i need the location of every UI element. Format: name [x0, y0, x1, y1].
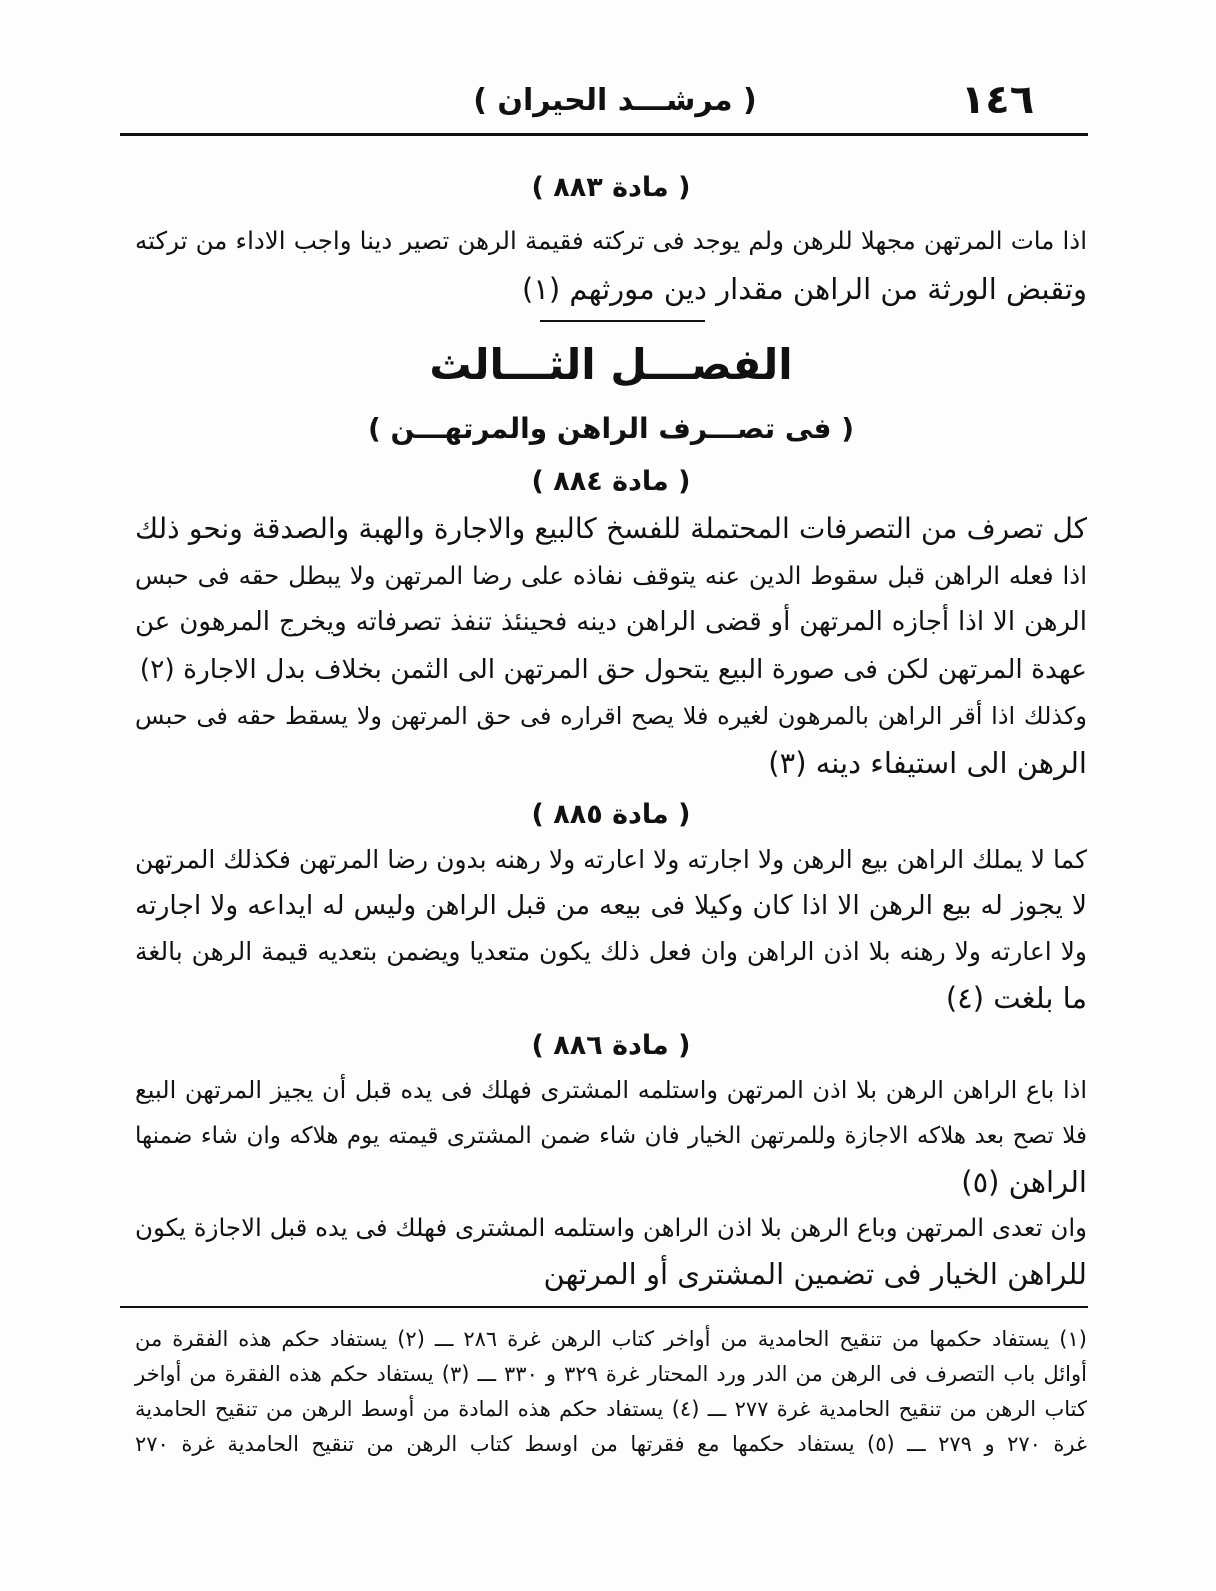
- text-line: وكذلك اذا أقر الراهن بالمرهون لغيره فلا يصح اقراره فى حق المرتهن ولا يسقط حقه فى حبس: [135, 702, 1087, 730]
- text-line: كما لا يملك الراهن بيع الرهن ولا اجارته ولا اعارته ولا رهنه بدون رضا المرتهن فكذلك المرتهن: [135, 845, 1087, 874]
- header-rule: [120, 133, 1088, 136]
- footnote-line: كتاب الرهن من تنقيح الحامدية غرة ٢٧٧ ـــ (٤) يستفاد حكم هذه المادة من أوسط الرهن من تنقيح الحامدية: [135, 1397, 1087, 1421]
- footnotes: [135, 1322, 1087, 1462]
- chapter-title: الفصـــل الثـــالث: [429, 340, 793, 389]
- running-title: ( مرشـــد الحيران ): [473, 83, 757, 118]
- article-886-text: [135, 1067, 1087, 1297]
- text-line: اذا مات المرتهن مجهلا للرهن ولم يوجد فى تركته فقيمة الرهن تصير دينا واجب الاداء من تركته: [135, 226, 1087, 255]
- text-line: ما بلغت (٤): [945, 981, 1087, 1015]
- footnote-rule: [120, 1306, 1088, 1308]
- article-883-heading: ( مادة ٨٨٣ ): [531, 172, 691, 203]
- text-line: وان تعدى المرتهن وباع الرهن بلا اذن الراهن واستلمه المشترى فهلك فى يده قبل الاجازة يكون: [135, 1213, 1087, 1242]
- text-line: للراهن الخيار فى تضمين المشترى أو المرتهن: [543, 1257, 1087, 1291]
- text-line: الراهن (٥): [961, 1165, 1087, 1199]
- article-883-text: [135, 216, 1087, 314]
- footnote-line: (١) يستفاد حكمها من تنقيح الحامدية من أواخر كتاب الرهن غرة ٢٨٦ ـــ (٢) يستفاد حكم هذه الفقرة من: [135, 1327, 1087, 1351]
- article-884-text: [135, 505, 1087, 787]
- text-line: عهدة المرتهن لكن فى صورة البيع يتحول حق المرتهن الى الثمن بخلاف بدل الاجارة (٢): [139, 654, 1087, 685]
- article-884-heading: ( مادة ٨٨٤ ): [531, 466, 691, 497]
- text-line: الرهن الا اذا أجازه المرتهن أو قضى الراهن دينه فحينئذ تنفذ تصرفاته ويخرج المرهون عن: [135, 607, 1087, 637]
- text-line: كل تصرف من التصرفات المحتملة للفسخ كالبيع والاجارة والهبة والصدقة ونحو ذلك: [135, 512, 1087, 545]
- footnote-line: غرة ٢٧٠ و ٢٧٩ ـــ (٥) يستفاد حكمها مع فقرتها من اوسط كتاب الرهن من تنقيح الحامدية غرة ٢٧٠: [135, 1432, 1087, 1456]
- text-line: فلا تصح بعد هلاكه الاجازة وللمرتهن الخيار فان شاء ضمن المشترى قيمته يوم هلاكه وان شاء ضمنها: [135, 1123, 1087, 1149]
- text-line: ولا اعارته ولا رهنه بلا اذن الراهن وان فعل ذلك يكون متعديا ويضمن بتعديه قيمة الرهن بالغة: [135, 937, 1087, 966]
- article-885-heading: ( مادة ٨٨٥ ): [531, 799, 691, 830]
- text-line: وتقبض الورثة من الراهن مقدار دين مورثهم (١): [521, 272, 1087, 306]
- article-885-text: [135, 837, 1087, 1021]
- page-number: ١٤٦: [960, 77, 1035, 123]
- footnote-line: أوائل باب التصرف فى الرهن من الدر ورد المحتار غرة ٣٢٩ و ٣٣٠ ـــ (٣) يستفاد حكم هذه الفقرة من أواخر: [135, 1362, 1087, 1386]
- chapter-subtitle: ( فى تصـــرف الراهن والمرتهـــن ): [367, 412, 855, 445]
- text-line: اذا باع الراهن الرهن بلا اذن المرتهن واستلمه المشترى فهلك فى يده قبل أن يجيز المرتهن البيع: [135, 1076, 1087, 1104]
- section-divider: [540, 320, 705, 322]
- text-line: الرهن الى استيفاء دينه (٣): [768, 746, 1087, 780]
- text-line: اذا فعله الراهن قبل سقوط الدين عنه يتوقف نفاذه على رضا المرتهن ولا يبطل حقه فى حبس: [135, 561, 1087, 590]
- text-line: لا يجوز له بيع الرهن الا اذا كان وكيلا فى بيعه من قبل الراهن وليس له ايداعه ولا اجارته: [135, 890, 1087, 921]
- article-886-heading: ( مادة ٨٨٦ ): [531, 1030, 691, 1061]
